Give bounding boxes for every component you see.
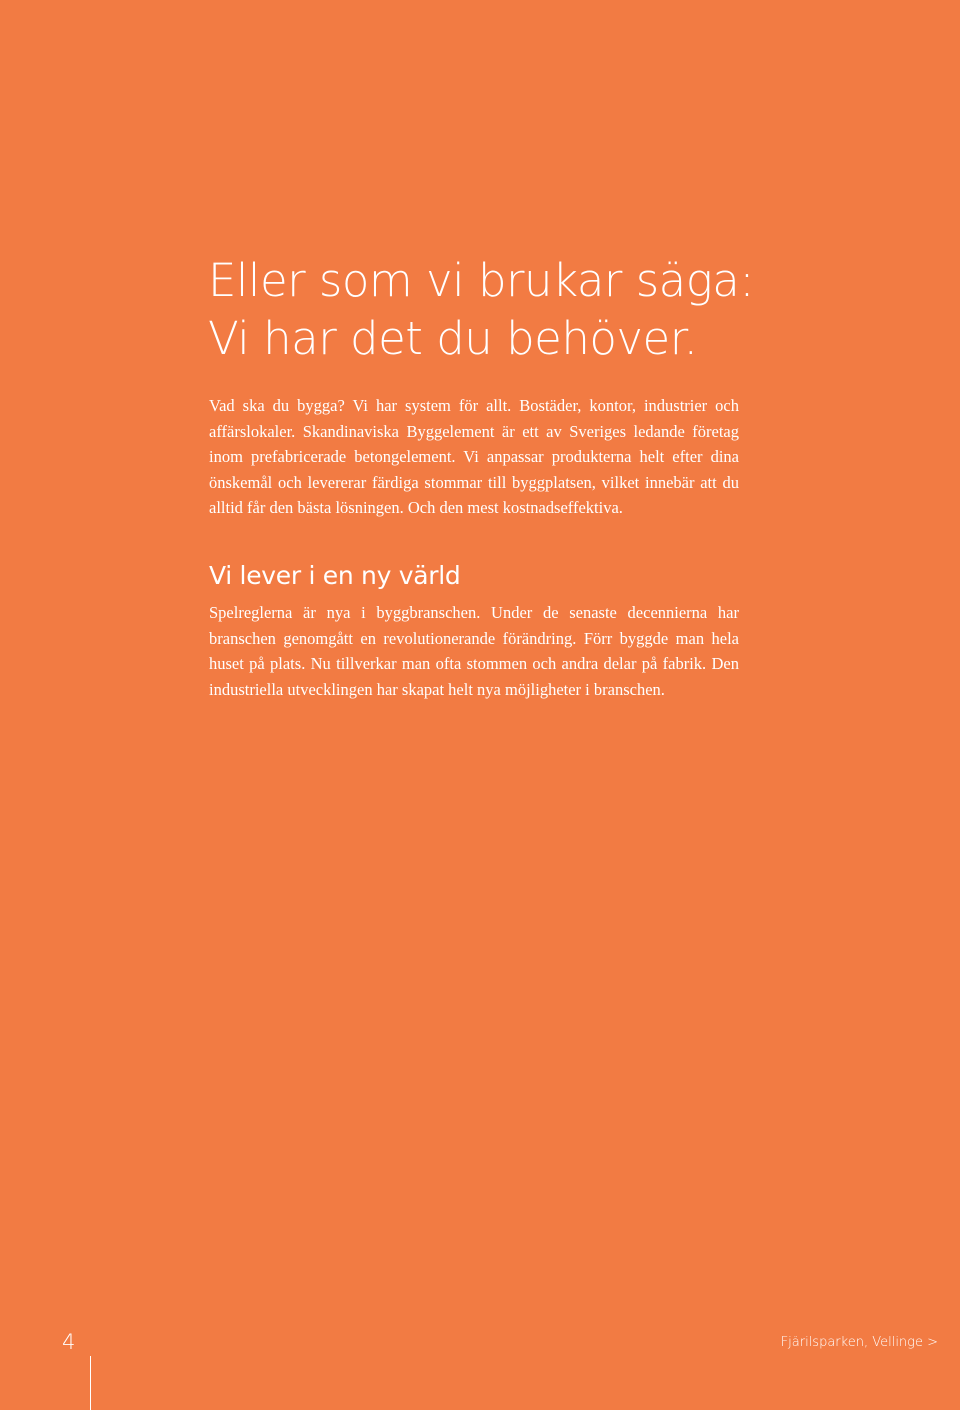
section-paragraph: Spelreglerna är nya i byggbranschen. Under de senaste decennierna har branschen genomgått en revolutionerande förändring. Förr byggde man hela huset på plats. Nu tillverkar man ofta stommen och andra delar på fabrik. Den industriella utvecklingen har skapat helt nya möjligheter i branschen. <box>209 603 739 699</box>
section-heading: Vi lever i en ny värld <box>209 561 461 590</box>
page-number: 4 <box>62 1330 76 1354</box>
running-footer-next-link: Fjärilsparken, Vellinge > <box>780 1335 938 1350</box>
page-number-divider <box>90 1356 91 1410</box>
headline-line-2: Vi har det du behöver. <box>208 312 698 365</box>
headline-line-1: Eller som vi brukar säga: <box>208 254 754 307</box>
page-headline <box>208 252 848 368</box>
intro-paragraph: Vad ska du bygga? Vi har system för allt. Bostäder, kontor, industrier och affärslokaler. Skandinaviska Byggelement är ett av Sveriges ledande företag inom prefabricerade betongelement. Vi anpassar produkterna helt efter dina önskemål och levererar färdiga stommar till byggplatsen, vilket innebär att du alltid får den bästa lösningen. Och den mest kostnadseffektiva. <box>209 396 739 517</box>
